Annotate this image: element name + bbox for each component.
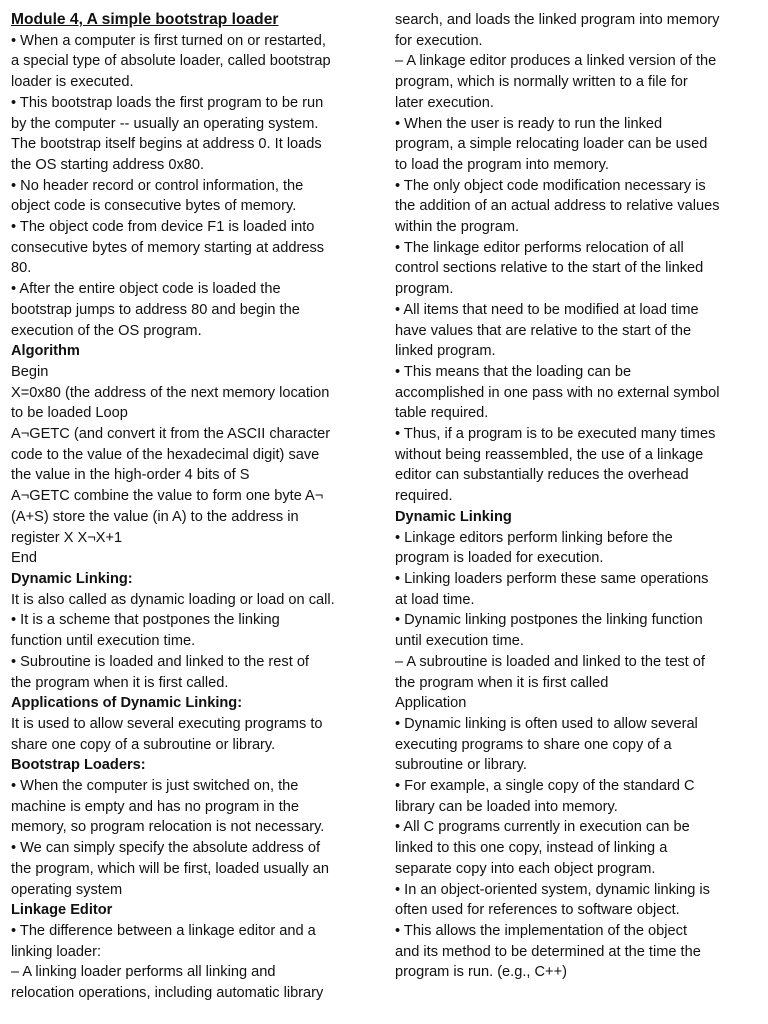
section-heading: Bootstrap Loaders: [11, 757, 146, 774]
text-line: • Linking loaders perform these same operations [395, 570, 709, 587]
text-line: It is also called as dynamic loading or load on call. [11, 591, 335, 608]
text-line: Application [395, 695, 467, 712]
text-line: the program, which will be first, loaded usually an [11, 860, 329, 877]
text-line: • This bootstrap loads the first program to be run [11, 94, 324, 111]
text-line: program is loaded for execution. [395, 550, 604, 567]
text-line: – A subroutine is loaded and linked to the test of [395, 653, 705, 670]
text-line: • The object code from device F1 is loaded into [11, 219, 315, 236]
text-line: • Thus, if a program is to be executed many times [395, 426, 716, 443]
text-line: at load time. [395, 591, 475, 608]
text-line: • This means that the loading can be [395, 363, 632, 380]
text-line: linked to this one copy, instead of linking a [395, 840, 668, 857]
text-line: machine is empty and has no program in the [11, 798, 299, 815]
text-line: 80. [11, 260, 32, 277]
text-line: until execution time. [395, 633, 524, 650]
text-line: to load the program into memory. [395, 156, 609, 173]
text-line: loader is executed. [11, 74, 134, 91]
text-line: required. [395, 488, 453, 505]
text-line: relocation operations, including automatic library [11, 985, 324, 1002]
text-line: The bootstrap itself begins at address 0. It loads [11, 136, 322, 153]
text-line: object code is consecutive bytes of memory. [11, 198, 297, 215]
text-line: linked program. [395, 343, 496, 360]
text-line: and its method to be determined at the time the [395, 943, 701, 960]
text-line: the value in the high-order 4 bits of S [11, 467, 250, 484]
section-heading: Applications of Dynamic Linking: [11, 695, 243, 712]
text-line: consecutive bytes of memory starting at address [11, 239, 325, 256]
text-line: executing programs to share one copy of a [395, 736, 672, 753]
text-line: memory, so program relocation is not necessary. [11, 819, 325, 836]
text-line: • The difference between a linkage editor and a [11, 922, 316, 939]
section-heading: Linkage Editor [11, 902, 113, 919]
text-line: control sections relative to the start of the linked [395, 260, 704, 277]
text-line: • Linkage editors perform linking before the [395, 529, 673, 546]
text-line: program. [395, 281, 454, 298]
text-line: – A linking loader performs all linking and [11, 964, 276, 981]
text-line: the program when it is first called. [11, 674, 229, 691]
text-line: table required. [395, 405, 489, 422]
section-heading: Algorithm [11, 343, 80, 360]
text-line: accomplished in one pass with no external symbol [395, 384, 720, 401]
text-line: • Dynamic linking is often used to allow several [395, 715, 698, 732]
text-line: often used for references to software object. [395, 902, 680, 919]
text-line: A¬GETC (and convert it from the ASCII character [11, 426, 331, 443]
text-line: have values that are relative to the start of the [395, 322, 692, 339]
text-line: the addition of an actual address to relative values [395, 198, 720, 215]
page-title: Module 4, A simple bootstrap loader [11, 11, 279, 28]
text-line: • In an object-oriented system, dynamic linking is [395, 881, 710, 898]
text-line: later execution. [395, 94, 494, 111]
text-line: • No header record or control information, the [11, 177, 304, 194]
text-line: the OS starting address 0x80. [11, 156, 205, 173]
text-line: • After the entire object code is loaded the [11, 281, 281, 298]
text-line: – A linkage editor produces a linked version of the [395, 53, 717, 70]
text-line: library can be loaded into memory. [395, 798, 618, 815]
text-line: • The linkage editor performs relocation of all [395, 239, 684, 256]
text-line: by the computer -- usually an operating system. [11, 115, 319, 132]
text-line: • Subroutine is loaded and linked to the rest of [11, 653, 309, 670]
text-line: operating system [11, 881, 123, 898]
text-line: program is run. (e.g., C++) [395, 964, 567, 981]
text-line: editor can substantially reduces the overhead [395, 467, 689, 484]
section-heading: Dynamic Linking [395, 508, 512, 525]
text-line: share one copy of a subroutine or library. [11, 736, 276, 753]
text-line: End [11, 550, 37, 567]
text-line: • Dynamic linking postpones the linking function [395, 612, 703, 629]
text-line: code to the value of the hexadecimal digit) save [11, 446, 320, 463]
text-line: bootstrap jumps to address 80 and begin the [11, 301, 300, 318]
text-line: • All C programs currently in execution can be [395, 819, 690, 836]
text-line: search, and loads the linked program into memory [395, 12, 720, 28]
text-line: • When the computer is just switched on, the [11, 778, 299, 795]
text-line: A¬GETC combine the value to form one byte A¬ [11, 488, 324, 505]
text-line: execution of the OS program. [11, 322, 202, 339]
text-line: function until execution time. [11, 633, 196, 650]
text-line: a special type of absolute loader, called bootstrap [11, 53, 331, 70]
right-column [395, 10, 763, 983]
text-line: to be loaded Loop [11, 405, 128, 422]
text-line: the program when it is first called [395, 674, 609, 691]
text-line: X=0x80 (the address of the next memory location [11, 384, 330, 401]
text-line: subroutine or library. [395, 757, 527, 774]
text-line: for execution. [395, 32, 483, 49]
text-line: • It is a scheme that postpones the linking [11, 612, 280, 629]
text-line: • This allows the implementation of the object [395, 922, 688, 939]
text-line: • The only object code modification necessary is [395, 177, 706, 194]
text-line: • For example, a single copy of the standard C [395, 778, 695, 795]
text-line: program, a simple relocating loader can be used [395, 136, 708, 153]
text-line: • When the user is ready to run the linked [395, 115, 663, 132]
text-line: register X X¬X+1 [11, 529, 123, 546]
text-line: separate copy into each object program. [395, 860, 656, 877]
text-line: Begin [11, 363, 49, 380]
text-line: • We can simply specify the absolute address of [11, 840, 321, 857]
text-line: It is used to allow several executing programs to [11, 715, 323, 732]
text-line: • When a computer is first turned on or restarted, [11, 32, 326, 49]
text-line: linking loader: [11, 943, 102, 960]
text-line: • All items that need to be modified at load time [395, 301, 699, 318]
text-line: without being reassembled, the use of a linkage [395, 446, 704, 463]
text-line: (A+S) store the value (in A) to the address in [11, 508, 299, 525]
text-line: within the program. [395, 219, 520, 236]
text-line: program, which is normally written to a file for [395, 74, 688, 91]
section-heading: Dynamic Linking: [11, 570, 133, 587]
left-column [11, 10, 376, 1004]
